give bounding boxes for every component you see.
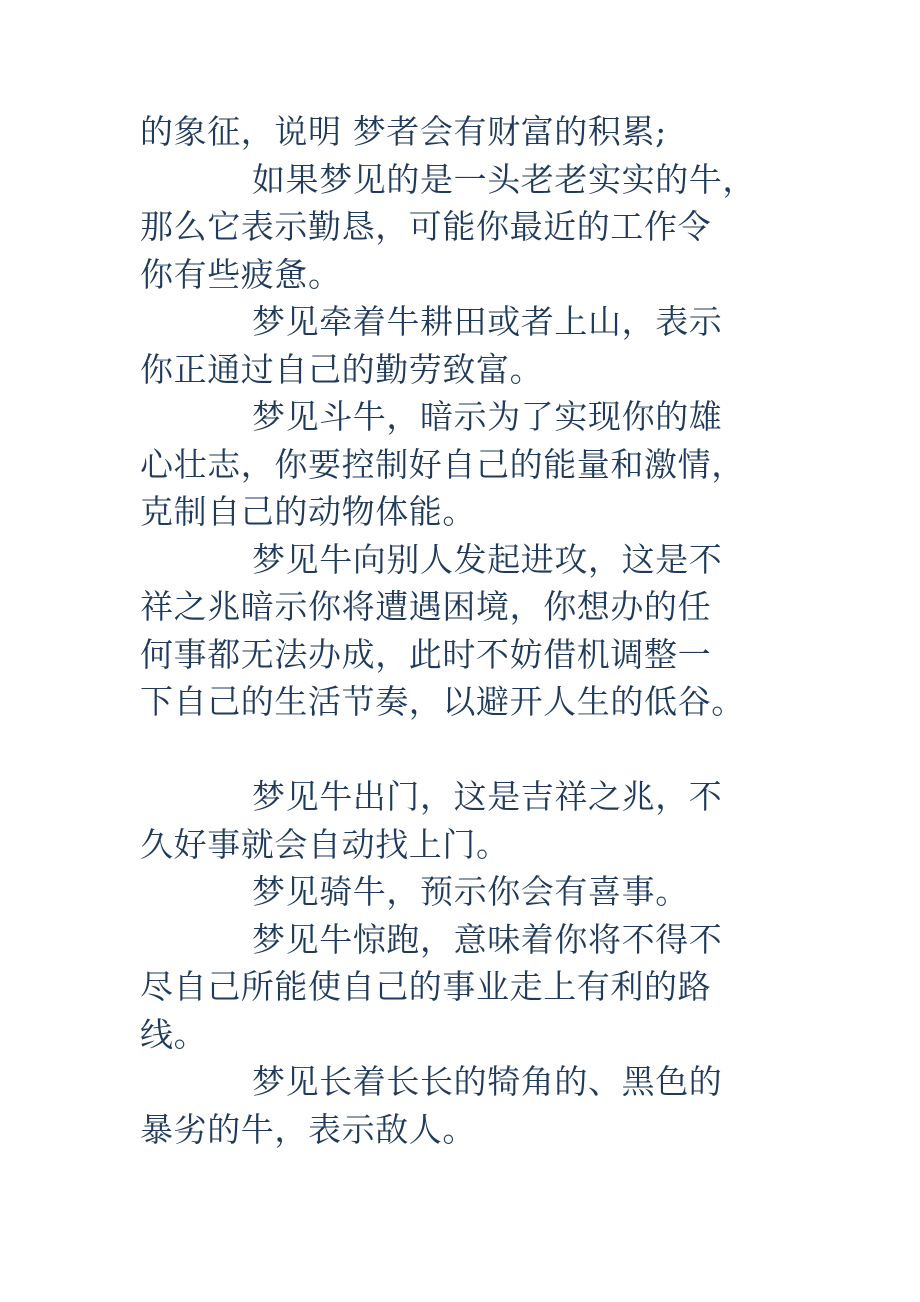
text-line: 何事都无法办成，此时不妨借机调整一 (140, 634, 712, 674)
text-line: 心壮志，你要控制好自己的能量和激情， (140, 444, 745, 484)
text-line: 久好事就会自动找上门。 (140, 824, 510, 864)
paragraph-spacer (140, 726, 780, 774)
text-line: 下自己的生活节奏，以避开人生的低谷。 (140, 682, 745, 721)
text-line: 尽自己所能使自己的事业走上有利的路 (140, 967, 712, 1006)
text-line: 那么它表示勤恳，可能你最近的工作令 (140, 207, 712, 246)
text-line: 你正通过自己的勤劳致富。 (140, 349, 544, 389)
text-line: 暴劣的牛，表示敌人。 (140, 1109, 476, 1149)
text-line: 的象征，说明 梦者会有财富的积累; (140, 112, 667, 151)
text-line: 你有些疲惫。 (140, 254, 342, 294)
text-line: 祥之兆暗示你将遭遇困境，你想办的任 (140, 587, 712, 626)
paragraph-start-line: 梦见斗牛，暗示为了实现你的雄 (252, 397, 723, 436)
document-page (140, 108, 780, 1153)
paragraph-start-line: 梦见牛出门，这是吉祥之兆，不 (252, 777, 723, 816)
paragraph-start-line: 梦见骑牛，预示你会有喜事。 (252, 872, 689, 911)
paragraph-start-line: 梦见长着长长的犄角的、黑色的 (252, 1062, 723, 1101)
paragraph-start-line: 梦见牵着牛耕田或者上山，表示 (252, 302, 723, 341)
paragraph-start-line: 如果梦见的是一头老老实实的牛， (252, 159, 756, 199)
paragraph-start-line: 梦见牛惊跑，意味着你将不得不 (252, 919, 723, 959)
text-line: 线。 (140, 1014, 208, 1054)
text-line: 克制自己的动物体能。 (140, 492, 476, 531)
paragraph-start-line: 梦见牛向别人发起进攻，这是不 (252, 539, 723, 579)
